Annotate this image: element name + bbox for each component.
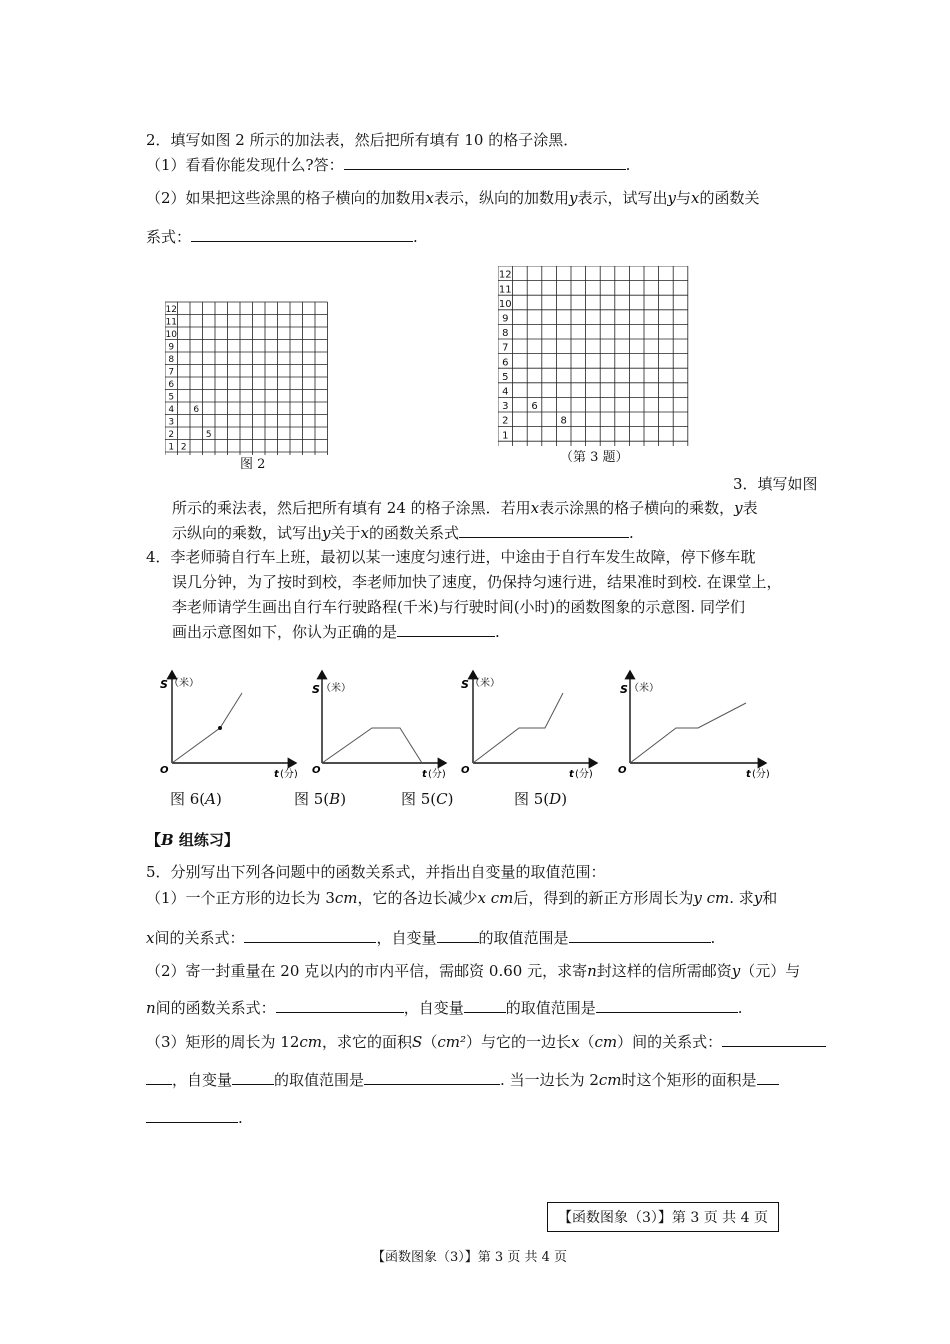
row-label: 10: [498, 298, 512, 310]
text: 表: [742, 499, 758, 517]
q2-part1: [146, 155, 630, 175]
answer-blank[interactable]: [397, 622, 495, 637]
y-label-s: S: [160, 678, 168, 691]
x-label-unit: (分): [280, 769, 298, 780]
footer-box-title: 【函数图象（3）】: [558, 1210, 672, 1226]
answer-blank[interactable]: [437, 928, 479, 943]
page-footer-title: 【函数图象（3）】: [372, 1250, 478, 1265]
q5-part3-line3: .: [146, 1108, 243, 1128]
footer-box-page: 第 3 页 共 4 页: [671, 1210, 768, 1226]
q5-part3-line2: ，自变量 的取值范围是 . 当一边长为 2cm时这个矩形的面积是: [146, 1070, 779, 1090]
answer-blank[interactable]: [569, 928, 711, 943]
page-footer: [372, 1248, 567, 1268]
row-label: 3: [502, 401, 509, 413]
text: 的函数关系式: [368, 524, 459, 542]
row-label: 8: [502, 328, 509, 340]
grid-cell-value: 5: [205, 430, 212, 440]
q3-head: 3．填写如图: [733, 475, 818, 493]
q4-line4: 画出示意图如下，你认为正确的是 .: [172, 623, 500, 641]
row-label: 12: [498, 269, 512, 281]
row-label: 9: [168, 342, 175, 353]
origin-label: O: [618, 765, 627, 776]
point-marker: [218, 726, 222, 730]
row-label: 2: [168, 430, 175, 440]
q2-part2-cont: [146, 227, 418, 247]
figure-2-caption: 图 2: [240, 457, 266, 472]
y-label-s: S: [312, 683, 320, 696]
graph-line: [630, 703, 746, 763]
q4-line2: 误几分钟，为了按时到校，李老师加快了速度，仍保持匀速行进，结果准时到校. 在课堂上，: [172, 573, 782, 591]
var-x: x: [425, 189, 435, 207]
text: 系式：: [146, 228, 192, 246]
y-label-s: S: [461, 678, 469, 691]
q5-part2-line1: （2）寄一封重量在 20 克以内的市内平信，需邮资 0.60 元，求寄n封这样的信所需邮资y（元）与: [146, 962, 801, 980]
graph-b: [312, 671, 446, 780]
graph-line: [172, 693, 242, 763]
answer-blank[interactable]: [757, 1070, 779, 1085]
col-label: [634, 445, 640, 446]
col-label: [575, 445, 581, 446]
q5-stem: 5．分别写出下列各问题中的函数关系式，并指出自变量的取值范围：: [146, 863, 606, 881]
y-label-unit: （米）: [629, 683, 659, 694]
answer-blank[interactable]: [146, 1108, 238, 1123]
text: 表示涂黑的格子横向的乘数，: [539, 499, 735, 517]
text: 表示，纵向的加数用: [434, 189, 570, 207]
var-y: y: [569, 189, 578, 207]
var-x: x: [691, 189, 700, 207]
var-x: x: [360, 524, 369, 542]
x-label-unit: (分): [575, 769, 593, 780]
q5-part3-line1: （3）矩形的周长为 12cm，求它的面积S（cm²）与它的一边长x（cm）间的关系式：: [146, 1032, 826, 1052]
period: .: [625, 156, 631, 174]
graph-d: [618, 671, 770, 780]
row-label: 3: [168, 417, 175, 428]
caption-graph-a: 图 6(A): [170, 790, 222, 808]
group-b-heading: 【B 组练习】: [146, 831, 239, 849]
row-label: 8: [168, 355, 175, 365]
grid-cell-value: 2: [180, 442, 187, 453]
q3-line2: 示纵向的乘数，试写出y关于x的函数关系式 .: [172, 524, 634, 542]
graph-c: [461, 671, 597, 780]
q2-part1-text: （1）看看你能发现什么?答：: [146, 156, 344, 174]
var-y: y: [322, 524, 331, 542]
q2-part2: [146, 188, 760, 208]
answer-blank[interactable]: [276, 998, 404, 1013]
col-label: [517, 445, 523, 446]
corner-symbol: [501, 445, 509, 446]
period: .: [413, 228, 418, 246]
row-label: 10: [165, 330, 177, 340]
origin-label: O: [312, 765, 321, 776]
text: 所示的乘法表，然后把所有填有 24 的格子涂黑．若用: [172, 499, 531, 517]
figure-3-caption: （第 3 题）: [560, 450, 629, 465]
answer-blank[interactable]: [191, 227, 413, 242]
answer-blank[interactable]: [459, 523, 629, 538]
row-label: 11: [165, 317, 177, 328]
y-label-unit: （米）: [169, 678, 199, 689]
col-label: [561, 445, 567, 446]
row-label: 4: [168, 405, 175, 415]
text: 关于: [330, 524, 361, 542]
y-label-unit: （米）: [321, 683, 351, 694]
footer-box: [547, 1202, 779, 1232]
col-label: [619, 445, 625, 446]
answer-blank[interactable]: [596, 998, 738, 1013]
grid-cell-value: 8: [560, 415, 567, 427]
page-footer-number: 第 3 页 共 4 页: [477, 1250, 567, 1265]
row-label: 9: [502, 313, 509, 325]
x-label-unit: (分): [752, 769, 770, 780]
row-label: 12: [165, 305, 177, 315]
col-label: [674, 445, 687, 446]
var-y: y: [667, 189, 677, 207]
text: （2）如果把这些涂黑的格子横向的加数用: [146, 189, 426, 207]
grid-cell-value: 6: [193, 405, 200, 415]
caption-graph-c: 图 5(C): [401, 790, 454, 808]
answer-blank[interactable]: [232, 1070, 274, 1085]
var-y: y: [734, 499, 743, 517]
col-label: [604, 445, 610, 446]
graph-line: [322, 728, 422, 763]
row-label: 2: [502, 415, 509, 427]
answer-blank[interactable]: [364, 1070, 500, 1085]
row-label: 6: [502, 357, 509, 369]
x-label-unit: (分): [428, 769, 446, 780]
q5-part1-line1: （1）一个正方形的边长为 3cm，它的各边长减少x cm后，得到的新正方形周长为y cm. 求y和: [146, 889, 778, 907]
caption-graph-b: 图 5(B): [294, 790, 347, 808]
figure-2-addition-table: [165, 300, 335, 455]
origin-label: O: [461, 765, 470, 776]
text: 表示，试写出: [577, 189, 668, 207]
y-label-s: S: [620, 683, 628, 696]
var-x: x: [530, 499, 540, 517]
row-label: 11: [498, 284, 512, 296]
figure-3-multiplication-table: [498, 266, 692, 446]
row-label: 7: [502, 342, 509, 354]
x-label-t: t: [274, 769, 279, 780]
q5-part1-line2: x间的关系式： ，自变量 的取值范围是 .: [146, 929, 716, 947]
y-label-unit: （米）: [470, 678, 500, 689]
row-label: 4: [502, 386, 509, 398]
row-label: 7: [168, 367, 175, 378]
row-label: 5: [168, 392, 175, 403]
answer-blank[interactable]: [722, 1032, 826, 1047]
col-label: [531, 445, 537, 446]
row-label: 1: [168, 442, 175, 453]
col-label: [590, 445, 596, 446]
row-label: 5: [502, 371, 509, 383]
col-label: [546, 445, 552, 446]
answer-blank[interactable]: [146, 1070, 172, 1085]
graph-line: [473, 693, 563, 763]
q2-stem: 2．填写如图 2 所示的加法表，然后把所有填有 10 的格子涂黑．: [146, 131, 579, 149]
row-label: 6: [168, 380, 175, 390]
col-label: [645, 445, 658, 446]
text: 与: [676, 189, 692, 207]
x-label-t: t: [422, 769, 427, 780]
x-label-t: t: [746, 769, 751, 780]
grid-cell-value: 6: [531, 401, 538, 413]
col-label: [660, 445, 673, 446]
text: 画出示意图如下，你认为正确的是: [172, 623, 398, 641]
text: 示纵向的乘数，试写出: [172, 524, 323, 542]
graph-a: [160, 671, 298, 780]
q4-line1: 4．李老师骑自行车上班，最初以某一速度匀速行进，中途由于自行车发生故障，停下修车耽: [146, 548, 756, 566]
answer-blank[interactable]: [464, 998, 506, 1013]
answer-blank[interactable]: [344, 155, 626, 170]
text: 的函数关: [699, 189, 760, 207]
row-label: 1: [502, 430, 509, 442]
q4-line3: 李老师请学生画出自行车行驶路程(千米)与行驶时间(小时)的函数图象的示意图. 同学们: [172, 598, 745, 616]
caption-graph-d: 图 5(D): [514, 790, 568, 808]
q3-line1: [172, 498, 758, 518]
answer-blank[interactable]: [244, 928, 376, 943]
origin-label: O: [160, 765, 169, 776]
graphs-row: [150, 665, 790, 785]
q5-part2-line2: n间的函数关系式： ，自变量 的取值范围是 .: [146, 999, 743, 1017]
x-label-t: t: [569, 769, 574, 780]
